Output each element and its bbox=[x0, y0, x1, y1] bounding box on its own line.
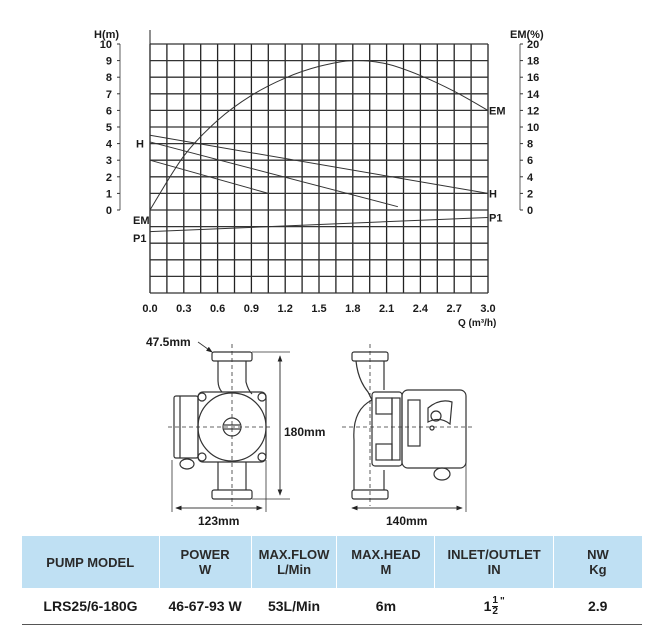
height-dimension-label: 180mm bbox=[284, 425, 326, 439]
x-tick-label: 0.0 bbox=[142, 303, 158, 315]
y-right-tick-label: 20 bbox=[527, 39, 540, 51]
cell-model: LRS25/6-180G bbox=[22, 588, 159, 625]
y-right-tick-label: 2 bbox=[527, 188, 534, 201]
label-h-right: H bbox=[489, 188, 497, 201]
front-width-dimension-label: 123mm bbox=[198, 514, 240, 528]
header-net-weight: NW Kg bbox=[553, 536, 642, 588]
y-tick-label: 8 bbox=[105, 72, 112, 85]
x-tick-label: 2.7 bbox=[446, 303, 462, 315]
y-axis-right bbox=[520, 39, 540, 217]
y-right-tick-label: 16 bbox=[527, 72, 540, 85]
y-right-tick-label: 0 bbox=[527, 205, 534, 217]
y-tick-label: 4 bbox=[105, 138, 112, 151]
label-em-left: EM bbox=[133, 214, 150, 227]
cell-head: 6m bbox=[337, 588, 435, 625]
y-right-tick-label: 12 bbox=[527, 105, 540, 118]
pump-drawings bbox=[0, 330, 664, 530]
y-right-tick-label: 8 bbox=[527, 138, 534, 151]
header-max-head: MAX.HEAD M bbox=[337, 536, 435, 588]
y-tick-label: 2 bbox=[105, 171, 112, 184]
x-tick-label: 2.1 bbox=[378, 303, 395, 315]
cell-weight: 2.9 bbox=[553, 588, 642, 625]
y-tick-label: 9 bbox=[105, 55, 112, 68]
table-header-row bbox=[22, 536, 642, 588]
y-tick-label: 10 bbox=[99, 39, 112, 51]
y-tick-label: 1 bbox=[105, 188, 112, 201]
x-tick-label: 1.8 bbox=[345, 303, 361, 315]
y-tick-label: 7 bbox=[105, 88, 112, 101]
y-axis-left-title: H(m) bbox=[94, 29, 120, 41]
y-right-tick-label: 6 bbox=[527, 155, 534, 168]
x-tick-label: 1.5 bbox=[311, 303, 327, 315]
side-width-dimension-label: 140mm bbox=[386, 514, 428, 528]
header-pump-model: PUMP MODEL bbox=[22, 536, 159, 588]
label-p1-left: P1 bbox=[133, 233, 147, 246]
y-axis-left bbox=[100, 39, 120, 217]
header-max-flow: MAX.FLOW L/Min bbox=[251, 536, 337, 588]
chart-grid bbox=[150, 30, 488, 293]
cell-flow: 53L/Min bbox=[251, 588, 337, 625]
cell-inlet-outlet: 1 1 2 " bbox=[435, 588, 553, 625]
x-axis-title: Q (m³/h) bbox=[458, 318, 497, 329]
x-tick-label: 3.0 bbox=[480, 303, 496, 315]
x-tick-label: 0.3 bbox=[176, 303, 192, 315]
y-tick-label: 0 bbox=[105, 205, 112, 217]
label-p1-right: P1 bbox=[489, 212, 503, 225]
y-right-tick-label: 14 bbox=[527, 88, 540, 101]
header-power: POWER W bbox=[159, 536, 251, 588]
x-tick-label: 2.4 bbox=[412, 303, 429, 315]
y-tick-label: 3 bbox=[105, 155, 112, 168]
table-row bbox=[22, 588, 642, 625]
header-inlet-outlet: INLET/OUTLET IN bbox=[435, 536, 553, 588]
y-tick-label: 5 bbox=[105, 122, 112, 134]
y-right-tick-label: 4 bbox=[527, 171, 534, 184]
label-em-right: EM bbox=[489, 105, 506, 118]
label-h-left: H bbox=[136, 138, 144, 151]
pump-side-view bbox=[342, 344, 474, 512]
y-tick-label: 6 bbox=[105, 105, 112, 118]
pump-front-view bbox=[168, 342, 290, 512]
cell-power: 46-67-93 W bbox=[159, 588, 251, 625]
x-axis bbox=[142, 303, 495, 315]
x-tick-label: 1.2 bbox=[277, 303, 293, 315]
x-tick-label: 0.6 bbox=[209, 303, 226, 315]
y-right-tick-label: 18 bbox=[527, 55, 540, 68]
y-right-tick-label: 10 bbox=[527, 122, 540, 134]
y-axis-right-title: EM(%) bbox=[510, 29, 544, 41]
spec-table bbox=[22, 536, 642, 625]
flange-dimension-label: 47.5mm bbox=[146, 335, 191, 349]
x-tick-label: 0.9 bbox=[243, 303, 260, 315]
